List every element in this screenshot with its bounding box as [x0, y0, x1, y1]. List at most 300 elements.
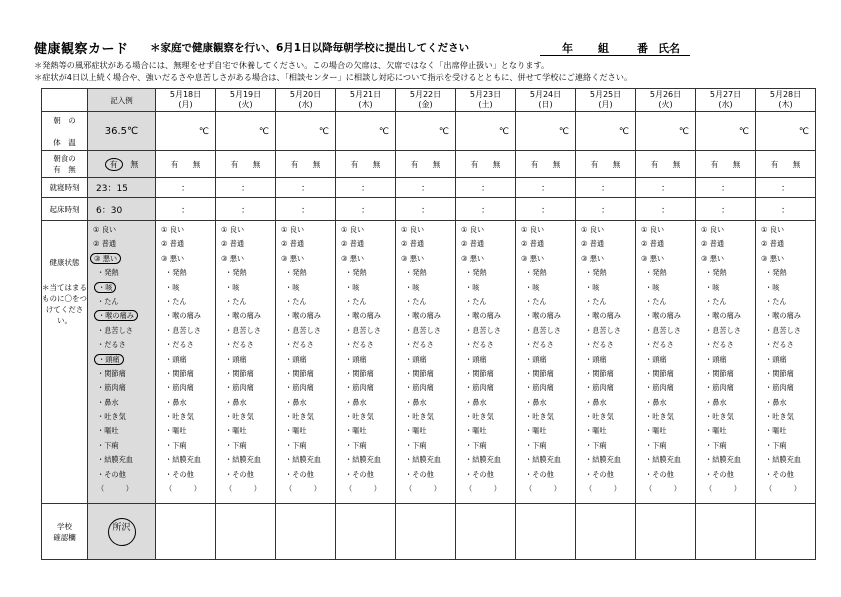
symptom-item: ・だるさ	[765, 340, 794, 350]
day-text: (木)	[358, 100, 373, 109]
bedtime-cell[interactable]: ：	[516, 178, 576, 198]
symptom-item: ・息苦しさ	[345, 325, 381, 335]
symptom-item: ・嘔吐	[165, 426, 187, 436]
symptom-item: ・頭痛	[645, 354, 667, 364]
wake-cell[interactable]: ：	[696, 198, 756, 221]
health-cell[interactable]	[456, 221, 516, 504]
day-text: (木)	[778, 100, 793, 109]
breakfast-cell[interactable]	[516, 151, 576, 178]
date-header	[396, 89, 456, 112]
date-text: 5月22日	[409, 90, 442, 99]
symptom-item	[93, 468, 155, 482]
health-option: ② 普通	[761, 239, 785, 249]
wake-cell[interactable]: ：	[216, 198, 276, 221]
symptom-item: ・関節痛	[225, 368, 254, 378]
school-check-label: 学校 確認欄	[42, 504, 88, 560]
symptom-item: ・頭痛	[585, 354, 607, 364]
date-text: 5月19日	[229, 90, 262, 99]
symptom-item: ・喉の痛み	[645, 311, 681, 321]
symptom-item: ・下痢	[345, 440, 367, 450]
symptom-item: ・吐き気	[645, 412, 674, 422]
number-label: 番	[637, 42, 648, 55]
symptom-item: ・息苦しさ	[645, 325, 681, 335]
symptom-item: ・下痢	[765, 440, 787, 450]
symptom-item: ・たん	[465, 296, 487, 306]
symptom-item: ・咳	[525, 282, 540, 292]
symptom-item: ・筋肉痛	[585, 383, 614, 393]
health-cell[interactable]	[216, 221, 276, 504]
breakfast-yes: 有	[170, 159, 179, 169]
health-cell[interactable]	[576, 221, 636, 504]
symptom-item: ・吐き気	[585, 412, 614, 422]
symptom-item: ・結膜充血	[345, 455, 381, 465]
symptom-item: ・発熱	[345, 268, 367, 278]
symptom-text: ・その他	[97, 469, 126, 479]
health-cell[interactable]	[696, 221, 756, 504]
health-option: ③ 悪い	[521, 253, 545, 263]
health-option: ① 良い	[461, 225, 485, 234]
symptom-item: ・関節痛	[645, 368, 674, 378]
symptom-item	[93, 367, 155, 381]
symptom-item: ・嘔吐	[465, 426, 487, 436]
symptom-item: ・嘔吐	[525, 426, 547, 436]
wake-cell[interactable]: ：	[636, 198, 696, 221]
symptom-item: ・関節痛	[345, 368, 374, 378]
health-option: ② 普通	[701, 239, 725, 249]
note-consult: ＊症状が4日以上続く場合や、強いだるさや息苦しさがある場合は、「相談センター」に相談し対応について指示を受けるとともに、併せて学校にご連絡ください。	[34, 72, 633, 82]
symptom-text: ・嘔吐	[97, 426, 119, 436]
date-header	[276, 89, 336, 112]
symptom-item: ・発熱	[645, 268, 667, 278]
breakfast-cell[interactable]	[156, 151, 216, 178]
temp-unit: ℃	[618, 127, 629, 137]
symptom-item: ・鼻水	[345, 397, 367, 407]
health-option: ③ 悪い	[341, 253, 365, 263]
symptom-item: ・喉の痛み	[405, 311, 441, 321]
bedtime-cell[interactable]: ：	[276, 178, 336, 198]
symptom-item: ・その他	[285, 469, 314, 479]
symptom-text: ・息苦しさ	[97, 325, 133, 335]
wake-cell[interactable]: ：	[576, 198, 636, 221]
health-cell[interactable]	[636, 221, 696, 504]
health-option: ① 良い	[761, 225, 785, 234]
other-paren: （ ）	[525, 484, 561, 494]
symptom-item	[93, 353, 155, 367]
symptom-item: ・吐き気	[705, 412, 734, 422]
symptom-item: ・吐き気	[765, 412, 794, 422]
wake-cell[interactable]: ：	[156, 198, 216, 221]
bedtime-cell[interactable]: ：	[396, 178, 456, 198]
health-option: ① 良い	[641, 225, 665, 234]
corner-cell	[42, 89, 88, 112]
breakfast-yes: 有	[530, 159, 539, 169]
date-text: 5月20日	[289, 90, 322, 99]
symptom-item: ・鼻水	[465, 397, 487, 407]
symptom-item: ・結膜充血	[285, 455, 321, 465]
date-header	[156, 89, 216, 112]
symptom-item: ・筋肉痛	[345, 383, 374, 393]
health-observation-table	[41, 88, 816, 560]
symptom-item: ・咳	[225, 282, 240, 292]
symptom-item: ・咳	[585, 282, 600, 292]
health-option: ③ 悪い	[701, 253, 725, 263]
symptom-item	[93, 381, 155, 395]
symptom-item: ・吐き気	[405, 412, 434, 422]
health-cell[interactable]	[156, 221, 216, 504]
symptom-item: ・嘔吐	[765, 426, 787, 436]
temp-unit: ℃	[678, 127, 689, 137]
symptom-item: ・その他	[345, 469, 374, 479]
symptom-text: ・下痢	[97, 440, 119, 450]
health-option: ① 良い	[341, 225, 365, 234]
health-option: ③ 悪い	[221, 253, 245, 263]
temp-input-cell[interactable]	[396, 112, 456, 151]
temp-unit: ℃	[738, 127, 749, 137]
circled-symptom: ・喉の痛み	[94, 310, 138, 321]
breakfast-yes: 有	[650, 159, 659, 169]
temp-input-cell[interactable]	[456, 112, 516, 151]
bedtime-cell[interactable]: ：	[696, 178, 756, 198]
symptom-item: ・嘔吐	[645, 426, 667, 436]
symptom-item: ・その他	[765, 469, 794, 479]
school-check-cell	[696, 504, 756, 560]
symptom-text: ・吐き気	[97, 412, 126, 422]
temp-input-cell[interactable]	[336, 112, 396, 151]
date-header	[696, 89, 756, 112]
temp-input-cell[interactable]	[696, 112, 756, 151]
symptom-item: ・喉の痛み	[165, 311, 201, 321]
symptom-item: ・たん	[405, 296, 427, 306]
symptom-item: ・その他	[645, 469, 674, 479]
breakfast-no: 無	[372, 159, 381, 169]
symptom-item: ・下痢	[645, 440, 667, 450]
circled-option: ③ 悪い	[90, 253, 121, 264]
symptom-item: ・たん	[585, 296, 607, 306]
symptom-item: ・筋肉痛	[165, 383, 194, 393]
symptom-item: ・だるさ	[405, 340, 434, 350]
school-check-cell	[516, 504, 576, 560]
breakfast-cell[interactable]	[756, 151, 816, 178]
symptom-item: ・息苦しさ	[165, 325, 201, 335]
symptom-item: ・たん	[225, 296, 247, 306]
other-paren: （ ）	[585, 484, 621, 494]
wake-cell[interactable]: ：	[396, 198, 456, 221]
wake-cell[interactable]: ：	[336, 198, 396, 221]
day-text: (日)	[538, 100, 553, 109]
symptom-item: ・頭痛	[525, 354, 547, 364]
symptom-item: ・鼻水	[525, 397, 547, 407]
symptom-item: ・その他	[225, 469, 254, 479]
health-option: ① 良い	[701, 225, 725, 234]
other-paren: （ ）	[765, 484, 801, 494]
symptom-item: ・喉の痛み	[585, 311, 621, 321]
temp-unit: ℃	[558, 127, 569, 137]
date-header	[756, 89, 816, 112]
symptom-item: ・鼻水	[285, 397, 307, 407]
breakfast-yes: 有	[770, 159, 779, 169]
temp-unit: ℃	[198, 127, 209, 137]
symptom-item: ・下痢	[165, 440, 187, 450]
symptom-item: ・頭痛	[345, 354, 367, 364]
breakfast-cell[interactable]	[276, 151, 336, 178]
symptom-item: ・息苦しさ	[585, 325, 621, 335]
breakfast-example	[88, 151, 156, 178]
symptom-item	[93, 396, 155, 410]
symptom-item: ・咳	[405, 282, 420, 292]
symptom-item: ・関節痛	[285, 368, 314, 378]
other-paren: （ ）	[465, 484, 501, 494]
symptom-item: ・鼻水	[705, 397, 727, 407]
health-cell[interactable]	[276, 221, 336, 504]
example-no: 無	[130, 159, 139, 169]
health-option: ③ 悪い	[581, 253, 605, 263]
health-option: ① 良い	[281, 225, 305, 234]
other-paren: （ ）	[97, 484, 133, 494]
symptom-item: ・結膜充血	[165, 455, 201, 465]
symptom-item: ・関節痛	[525, 368, 554, 378]
day-text: (金)	[418, 100, 433, 109]
date-header	[636, 89, 696, 112]
day-text: (火)	[658, 100, 673, 109]
temp-row-label: 朝 の 体 温	[42, 112, 88, 151]
symptom-item: ・下痢	[705, 440, 727, 450]
circled-symptom: ・頭痛	[94, 354, 124, 365]
date-text: 5月23日	[469, 90, 502, 99]
bedtime-cell[interactable]: ：	[456, 178, 516, 198]
wake-cell[interactable]: ：	[276, 198, 336, 221]
school-check-cell	[756, 504, 816, 560]
breakfast-no: 無	[612, 159, 621, 169]
symptom-item: ・結膜充血	[585, 455, 621, 465]
symptom-item: ・たん	[165, 296, 187, 306]
school-check-cell	[396, 504, 456, 560]
health-option: ② 普通	[641, 239, 665, 249]
wake-cell[interactable]: ：	[456, 198, 516, 221]
wake-cell[interactable]: ：	[516, 198, 576, 221]
symptom-item: ・その他	[705, 469, 734, 479]
symptom-item: ・発熱	[285, 268, 307, 278]
symptom-item: ・咳	[765, 282, 780, 292]
breakfast-cell[interactable]	[336, 151, 396, 178]
health-option: ① 良い	[521, 225, 545, 234]
symptom-item: ・下痢	[525, 440, 547, 450]
symptom-item: ・鼻水	[165, 397, 187, 407]
symptom-item: ・結膜充血	[465, 455, 501, 465]
other-paren: （ ）	[165, 484, 201, 494]
health-option: ③ 悪い	[281, 253, 305, 263]
temp-input-cell[interactable]	[216, 112, 276, 151]
health-example	[88, 221, 156, 504]
symptom-item: ・結膜充血	[225, 455, 261, 465]
health-option: ③ 悪い	[161, 253, 185, 263]
symptom-item: ・嘔吐	[585, 426, 607, 436]
symptom-item: ・筋肉痛	[225, 383, 254, 393]
symptom-item: ・頭痛	[765, 354, 787, 364]
symptom-item: ・下痢	[585, 440, 607, 450]
symptom-item: ・吐き気	[285, 412, 314, 422]
symptom-item: ・筋肉痛	[405, 383, 434, 393]
symptom-item: ・咳	[705, 282, 720, 292]
symptom-item: ・だるさ	[285, 340, 314, 350]
symptom-item: ・だるさ	[705, 340, 734, 350]
symptom-item: ・結膜充血	[765, 455, 801, 465]
symptom-item: ・関節痛	[765, 368, 794, 378]
school-stamp-cell	[88, 504, 156, 560]
symptom-item	[93, 439, 155, 453]
symptom-item: ・だるさ	[465, 340, 494, 350]
breakfast-cell[interactable]	[636, 151, 696, 178]
health-cell[interactable]	[396, 221, 456, 504]
health-cell[interactable]	[756, 221, 816, 504]
date-header	[456, 89, 516, 112]
symptom-item: ・鼻水	[645, 397, 667, 407]
health-option: ② 普通	[401, 239, 425, 249]
wake-row-label: 起床時刻	[42, 198, 88, 221]
bedtime-cell[interactable]: ：	[336, 178, 396, 198]
symptom-item: ・吐き気	[225, 412, 254, 422]
breakfast-yes: 有	[470, 159, 479, 169]
temp-input-cell[interactable]	[156, 112, 216, 151]
date-text: 5月24日	[529, 90, 562, 99]
temp-unit: ℃	[318, 127, 329, 137]
temp-input-cell[interactable]	[636, 112, 696, 151]
symptom-item: ・息苦しさ	[705, 325, 741, 335]
breakfast-cell[interactable]	[696, 151, 756, 178]
temp-input-cell[interactable]	[756, 112, 816, 151]
date-text: 5月27日	[709, 90, 742, 99]
other-paren: （ ）	[285, 484, 321, 494]
breakfast-cell[interactable]	[456, 151, 516, 178]
school-check-cell	[336, 504, 396, 560]
health-option: ② 普通	[161, 239, 185, 249]
breakfast-yes: 有	[590, 159, 599, 169]
bedtime-cell[interactable]: ：	[576, 178, 636, 198]
breakfast-cell[interactable]	[216, 151, 276, 178]
bedtime-cell[interactable]: ：	[756, 178, 816, 198]
name-label: 氏名	[658, 42, 680, 55]
health-option: ③ 悪い	[761, 253, 785, 263]
health-option: ③ 悪い	[401, 253, 425, 263]
symptom-item: ・喉の痛み	[465, 311, 501, 321]
symptom-item	[93, 295, 155, 309]
wake-cell[interactable]: ：	[756, 198, 816, 221]
symptom-item: ・関節痛	[405, 368, 434, 378]
health-option: ① 良い	[161, 225, 185, 234]
symptom-item: ・頭痛	[225, 354, 247, 364]
symptom-item: ・たん	[285, 296, 307, 306]
symptom-item: ・筋肉痛	[645, 383, 674, 393]
day-text: (月)	[178, 100, 193, 109]
health-cell[interactable]	[516, 221, 576, 504]
breakfast-yes: 有	[290, 159, 299, 169]
symptom-item: ・息苦しさ	[525, 325, 561, 335]
bedtime-cell[interactable]: ：	[636, 178, 696, 198]
symptom-item: ・発熱	[165, 268, 187, 278]
breakfast-cell[interactable]	[576, 151, 636, 178]
date-text: 5月18日	[169, 90, 202, 99]
symptom-item: ・嘔吐	[285, 426, 307, 436]
symptom-item: ・嘔吐	[345, 426, 367, 436]
year-label: 年	[562, 42, 573, 55]
breakfast-yes: 有	[410, 159, 419, 169]
school-check-cell	[216, 504, 276, 560]
day-text: (水)	[298, 100, 313, 109]
symptom-item: ・息苦しさ	[285, 325, 321, 335]
breakfast-yes: 有	[350, 159, 359, 169]
symptom-item: ・息苦しさ	[405, 325, 441, 335]
symptom-item: ・咳	[645, 282, 660, 292]
symptom-item: ・咳	[285, 282, 300, 292]
bedtime-cell[interactable]: ：	[156, 178, 216, 198]
symptom-item	[93, 309, 155, 323]
symptom-item: ・筋肉痛	[465, 383, 494, 393]
symptom-item	[93, 424, 155, 438]
date-text: 5月25日	[589, 90, 622, 99]
temp-input-cell[interactable]	[516, 112, 576, 151]
school-stamp: 所沢	[108, 518, 136, 546]
class-label: 組	[598, 42, 609, 55]
bedtime-row-label: 就寝時刻	[42, 178, 88, 198]
breakfast-cell[interactable]	[396, 151, 456, 178]
health-cell[interactable]	[336, 221, 396, 504]
symptom-item: ・下痢	[225, 440, 247, 450]
symptom-item: ・吐き気	[525, 412, 554, 422]
symptom-item: ・頭痛	[405, 354, 427, 364]
symptom-item: ・下痢	[465, 440, 487, 450]
symptom-item	[93, 281, 155, 295]
day-text: (水)	[718, 100, 733, 109]
example-header: 記入例	[88, 89, 156, 112]
bedtime-cell[interactable]: ：	[216, 178, 276, 198]
wake-example: 6：30	[88, 198, 156, 221]
temp-unit: ℃	[258, 127, 269, 137]
breakfast-no: 無	[732, 159, 741, 169]
symptom-item: ・その他	[525, 469, 554, 479]
health-option: ② 普通	[581, 239, 605, 249]
symptom-item: ・咳	[465, 282, 480, 292]
health-option: ③ 悪い	[641, 253, 665, 263]
symptom-text: ・たん	[97, 296, 119, 306]
symptom-item	[93, 266, 155, 280]
symptom-text: ・だるさ	[97, 340, 126, 350]
symptom-item: ・だるさ	[345, 340, 374, 350]
symptom-item: ・喉の痛み	[285, 311, 321, 321]
breakfast-no: 無	[252, 159, 261, 169]
date-header	[576, 89, 636, 112]
symptom-item: ・喉の痛み	[765, 311, 801, 321]
symptom-item: ・結膜充血	[405, 455, 441, 465]
breakfast-row-label: 朝食の 有 無	[42, 151, 88, 178]
breakfast-no: 無	[492, 159, 501, 169]
breakfast-no: 無	[672, 159, 681, 169]
health-option	[93, 252, 155, 266]
symptom-text: ・結膜充血	[97, 455, 133, 465]
symptom-item: ・鼻水	[765, 397, 787, 407]
temp-input-cell[interactable]	[276, 112, 336, 151]
health-option: ② 普通	[461, 239, 485, 249]
date-header	[336, 89, 396, 112]
school-check-cell	[276, 504, 336, 560]
symptom-item: ・下痢	[285, 440, 307, 450]
temp-input-cell[interactable]	[576, 112, 636, 151]
symptom-item	[93, 324, 155, 338]
school-check-cell	[636, 504, 696, 560]
symptom-item: ・筋肉痛	[705, 383, 734, 393]
health-option: ③ 悪い	[461, 253, 485, 263]
health-option: ② 普通	[521, 239, 545, 249]
page-title: 健康観察カード	[34, 42, 129, 57]
symptom-item: ・だるさ	[165, 340, 194, 350]
